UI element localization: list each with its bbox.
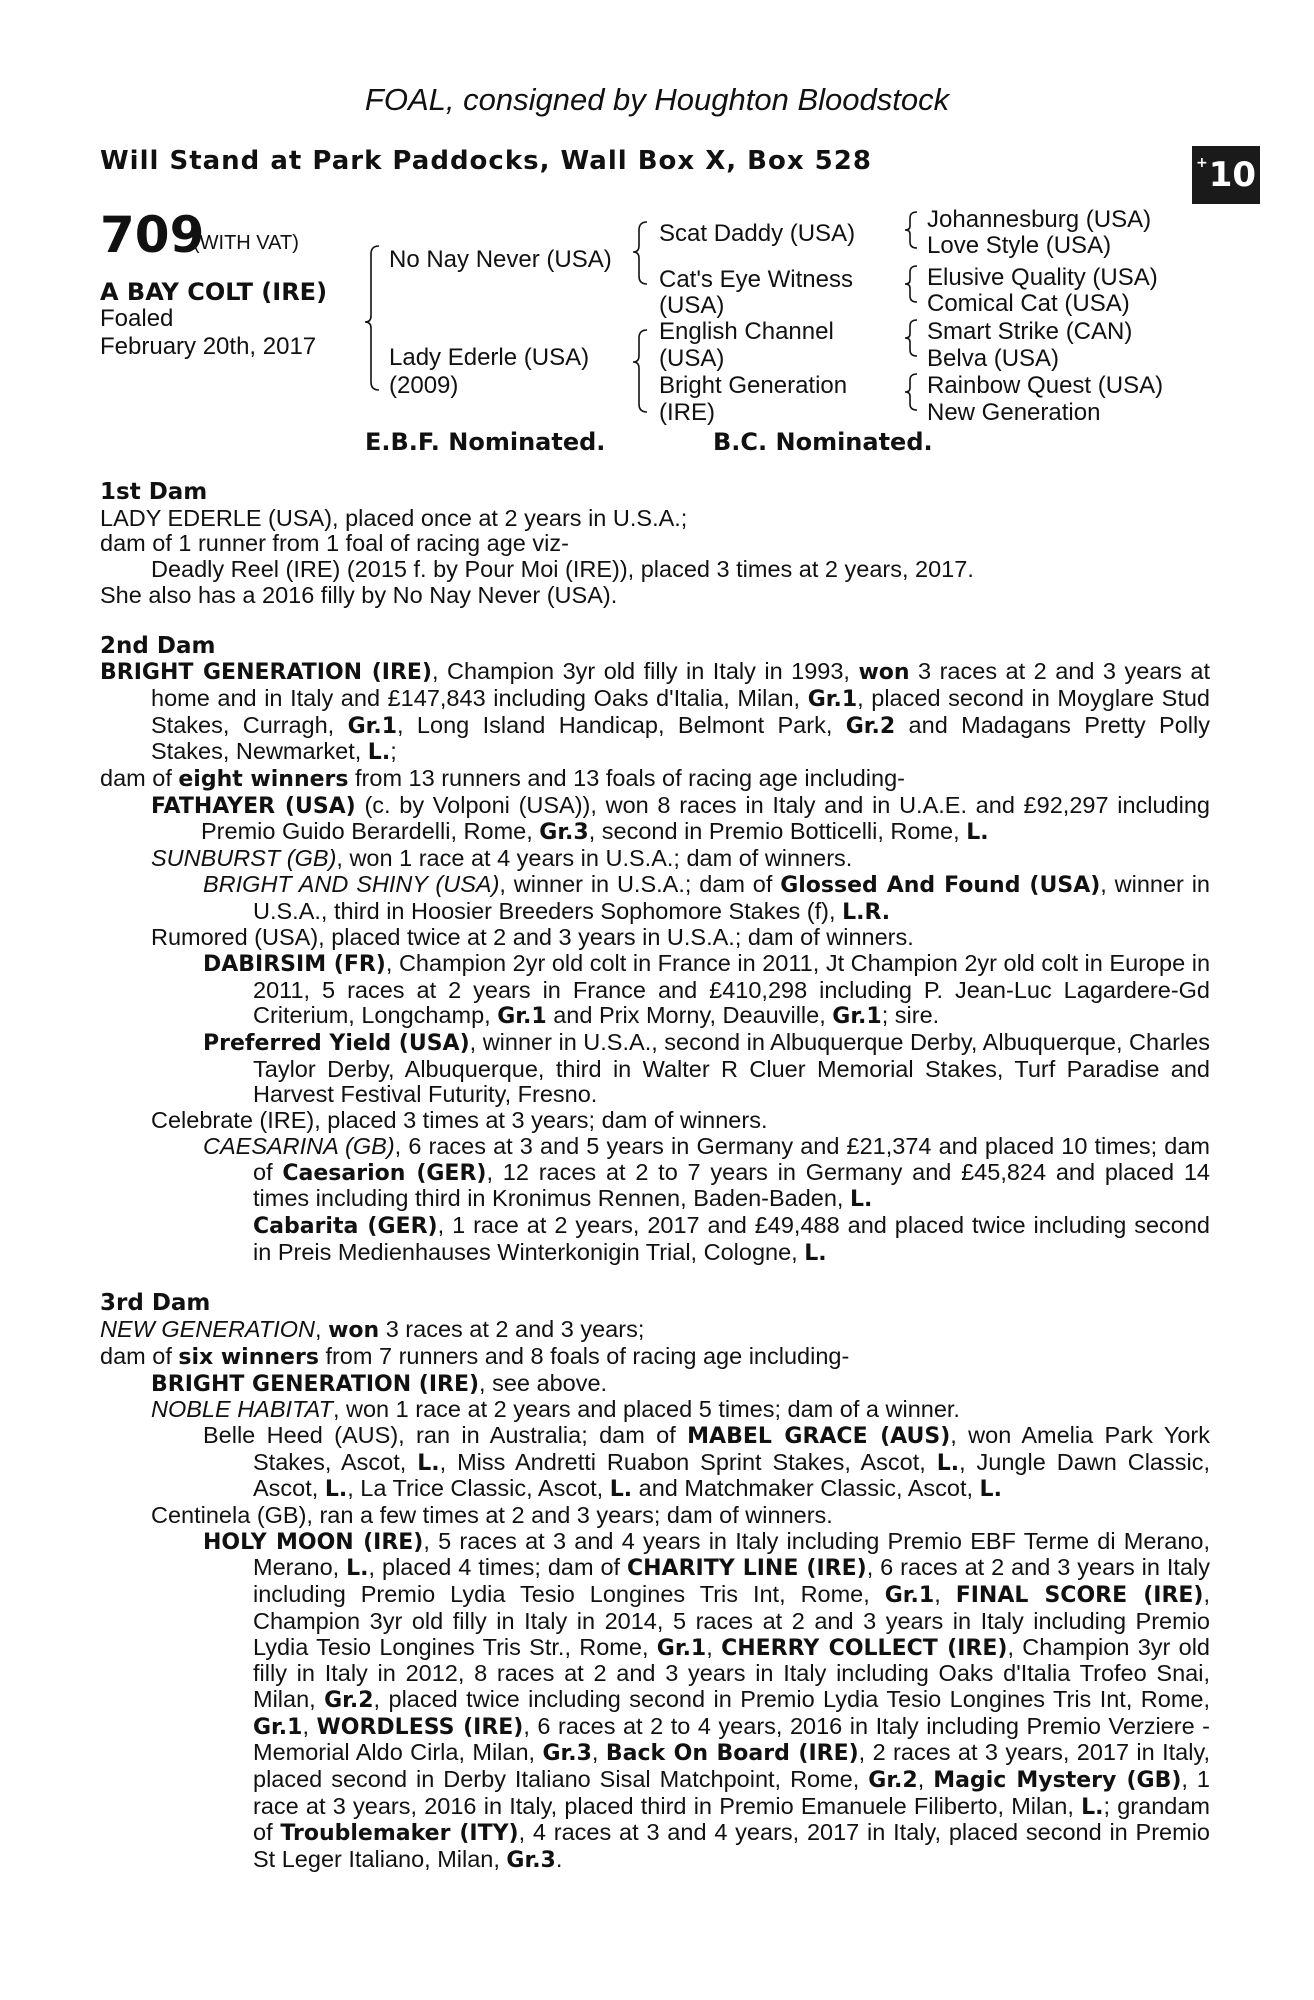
text: 3 races at 2 and 3 years; <box>379 1316 645 1343</box>
text: ; grandam of <box>253 1792 1210 1846</box>
first-dam-heading: 1st Dam <box>100 479 208 505</box>
horse-name: BRIGHT GENERATION (IRE) <box>151 1371 480 1397</box>
produce-caesarina <box>100 1134 1210 1267</box>
text: , winner in U.S.A., second in Albuquerque Derby, Albuquerque, Charles Taylor Derby, Albuquerque, third in Walter R Cluer Memorial Stakes, Turf Paradise and Harvest Festival Futurity, Fresno. <box>253 1029 1211 1108</box>
produce-noble-habitat <box>100 1397 1210 1423</box>
text: , Champion 2yr old colt in France in 2011, Jt Champion 2yr old colt in Europe in 2011, 5 races at 2 years in France and £410,298 including P. Jean-Luc Lagardere-Gd Criterium, Longchamp, <box>253 949 1211 1029</box>
produce-fathayer <box>100 793 1210 846</box>
lot-number: 709 <box>100 206 205 264</box>
badge-number: 10 <box>1208 155 1257 195</box>
won: won <box>858 660 910 686</box>
first-dam-note: She also has a 2016 filly by No Nay Never (USA). <box>100 581 618 608</box>
sds: Elusive Quality (USA) <box>927 264 1158 291</box>
text: , placed second in Moyglare Stud Stakes, Curragh, <box>151 684 1210 738</box>
text: , <box>302 1712 317 1739</box>
produce-celebrate: Celebrate (IRE), placed 3 times at 3 years; dam of winners. <box>151 1107 768 1134</box>
horse-name: Preferred Yield (USA) <box>203 1031 470 1057</box>
third-dam-entry <box>100 1317 1210 1344</box>
grade: L.R. <box>842 899 891 925</box>
grade: Gr.2 <box>324 1687 374 1713</box>
text: and Prix Morny, Deauville, <box>546 1002 833 1029</box>
grade: L. <box>1081 1794 1104 1820</box>
grade: Gr.1 <box>497 1004 547 1030</box>
text: , Jungle Dawn Classic, Ascot, <box>253 1448 1210 1502</box>
text: , winner in U.S.A.; dam of <box>499 870 781 897</box>
catalogue-body <box>100 480 1210 1874</box>
grade: L. <box>324 1477 348 1503</box>
horse-name: Caesarion (GER) <box>282 1160 487 1186</box>
text: , 1 race at 3 years, 2016 in Italy, placed third in Premio Emanuele Filiberto, Milan, <box>253 1766 1210 1819</box>
second-dam-produce-intro <box>100 766 1210 793</box>
grade: L. <box>804 1240 827 1266</box>
text: , <box>315 1316 329 1343</box>
produce-sunburst <box>100 846 1210 872</box>
text: , 1 race at 2 years, 2017 and £49,488 and placed twice including second in Preis Medienhauses Winterkonigin Trial, Cologne, <box>253 1211 1211 1265</box>
text: , 5 races at 3 and 4 years in Italy including Premio EBF Terme di Merano, Merano, <box>253 1527 1210 1581</box>
grade: Gr.2 <box>845 713 896 739</box>
grade: Gr.1 <box>832 1004 882 1030</box>
horse-name: DABIRSIM (FR) <box>203 951 386 977</box>
text: , 6 races at 2 and 3 years in Italy including Premio Lydia Tesio Longines Tris Int, Rome, <box>253 1554 1210 1608</box>
foaled-date: February 20th, 2017 <box>100 333 317 360</box>
text: , <box>934 1581 956 1608</box>
horse-name: FINAL SCORE (IRE) <box>955 1583 1204 1609</box>
text: , <box>917 1766 934 1793</box>
text: , 12 races at 2 to 7 years in Germany and £45,824 and placed 14 times including third in Kronimus Rennen, Baden-Baden, <box>253 1158 1210 1212</box>
horse-name: Back On Board (IRE) <box>605 1741 859 1767</box>
lot-name: A BAY COLT (IRE) <box>100 278 328 306</box>
grade: Gr.2 <box>868 1768 918 1794</box>
text: , placed twice including second in Premio Lydia Tesio Longines Tris Int, Rome, <box>373 1685 1210 1712</box>
grade: L. <box>979 1477 1002 1503</box>
grade: Gr.3 <box>539 820 589 846</box>
text: , Long Island Handicap, Belmont Park, <box>397 711 846 738</box>
badge-plus: + <box>1195 155 1208 171</box>
text: , <box>591 1739 606 1766</box>
grade: Gr.1 <box>807 686 858 712</box>
text: from 7 runners and 8 foals of racing age including- <box>318 1342 850 1369</box>
vat-label: (WITH VAT) <box>193 232 299 254</box>
produce-belle-heed <box>100 1423 1210 1503</box>
produce-rumored: Rumored (USA), placed twice at 2 and 3 years in U.S.A.; dam of winners. <box>151 924 914 951</box>
text: , 2 races at 3 years, 2017 in Italy, placed second in Derby Italiano Sisal Matchpoint, Rome, <box>253 1739 1211 1793</box>
grade: L. <box>417 1450 440 1476</box>
text: , <box>706 1633 722 1660</box>
second-dam-heading: 2nd Dam <box>100 632 216 659</box>
dss: Smart Strike (CAN) <box>927 318 1133 345</box>
text: and Matchmaker Classic, Ascot, <box>632 1475 980 1502</box>
winners-count: six winners <box>178 1344 319 1370</box>
dam-sire: English Channel <box>659 318 834 345</box>
horse-name: HOLY MOON (IRE) <box>203 1529 424 1555</box>
produce-preferred-yield <box>100 1030 1210 1108</box>
horse-name: SUNBURST (GB) <box>151 845 337 872</box>
horse-name: FATHAYER (USA) <box>151 793 356 819</box>
grade: Gr.3 <box>506 1848 556 1874</box>
horse-name: BRIGHT AND SHINY (USA) <box>203 870 500 897</box>
text: , placed 4 times; dam of <box>368 1554 627 1581</box>
text: and Madagans Pretty Polly Stakes, Newmarket, <box>151 711 1210 765</box>
sire-dam: Cat's Eye Witness <box>659 266 853 293</box>
third-dam-produce-intro <box>100 1344 1210 1371</box>
text: , 6 races at 3 and 5 years in Germany and £21,374 and placed 10 times; dam of <box>253 1132 1211 1185</box>
first-dam-produce: Deadly Reel (IRE) (2015 f. by Pour Moi (IRE)), placed 3 times at 2 years, 2017. <box>151 556 974 583</box>
horse-name: Magic Mystery (GB) <box>933 1768 1182 1794</box>
dam-year: (2009) <box>389 372 459 399</box>
produce-dabirsim <box>100 951 1210 1030</box>
page-title: FOAL, consigned by Houghton Bloodstock <box>364 82 950 117</box>
horse-name: CAESARINA (GB) <box>203 1132 395 1159</box>
text: , 6 races at 2 to 4 years, 2016 in Italy including Premio Verziere - Memorial Aldo Cirla, Milan, <box>253 1712 1211 1766</box>
second-dam-entry <box>100 659 1210 766</box>
grade: L. <box>367 740 391 766</box>
dam: Lady Ederle (USA) <box>389 344 590 371</box>
horse-name: Glossed And Found (USA) <box>780 872 1101 898</box>
produce-bright-and-shiny <box>100 872 1210 925</box>
sss: Johannesburg (USA) <box>927 206 1152 233</box>
horse-name: MABEL GRACE (AUS) <box>687 1423 951 1449</box>
produce-holy-moon <box>100 1529 1210 1874</box>
text: , Champion 3yr old filly in Italy in 1993, <box>431 658 859 685</box>
horse-name: Troublemaker (ITY) <box>280 1821 519 1847</box>
text: ; sire. <box>881 1002 940 1029</box>
text: , winner in U.S.A., third in Hoosier Breeders Sophomore Stakes (f), <box>253 870 1210 924</box>
dsd: Belva (USA) <box>927 345 1060 372</box>
sdd: Comical Cat (USA) <box>927 290 1130 317</box>
text: 3 races at 2 and 3 years at home and in Italy and £147,843 including Oaks d'Italia, Milan, <box>151 658 1211 711</box>
text: dam of <box>100 1342 179 1369</box>
text: , La Trice Classic, Ascot, <box>347 1475 610 1502</box>
first-dam-line: LADY EDERLE (USA), placed once at 2 years in U.S.A.; <box>100 504 688 531</box>
produce-bright-generation <box>100 1371 1210 1398</box>
text: . <box>555 1846 563 1873</box>
ebf-nominated: E.B.F. Nominated. <box>365 428 606 456</box>
text: , Champion 3yr old filly in Italy in 2012, 8 races at 2 and 3 years in Italy including Oaks d'Italia Trofeo Snai, Milan, <box>253 1633 1210 1712</box>
bc-nominated: B.C. Nominated. <box>713 428 933 456</box>
text: from 13 runners and 13 foals of racing age including- <box>348 765 905 792</box>
text: , won Amelia Park York Stakes, Ascot, <box>253 1421 1210 1475</box>
ddd: New Generation <box>927 399 1101 426</box>
dam-sire-country: (USA) <box>659 345 725 372</box>
winners-count: eight winners <box>178 767 349 793</box>
dam-dam-country: (IRE) <box>659 399 715 426</box>
first-dam-produce-intro: dam of 1 runner from 1 foal of racing age viz- <box>100 530 569 557</box>
sire-dam-country: (USA) <box>659 292 725 319</box>
won: won <box>328 1318 380 1344</box>
horse-name: NEW GENERATION <box>100 1316 315 1343</box>
grade: Gr.1 <box>884 1583 935 1609</box>
text: Belle Heed (AUS), ran in Australia; dam of <box>203 1421 688 1448</box>
grade: L. <box>609 1477 633 1503</box>
grade: L. <box>346 1556 369 1582</box>
text: (c. by Volponi (USA)), won 8 races in Italy and in U.A.E. and £92,297 including Premio Guido Berardelli, Rome, <box>201 791 1210 845</box>
grade: L. <box>966 820 989 846</box>
horse-name: BRIGHT GENERATION (IRE) <box>100 660 432 686</box>
horse-name: WORDLESS (IRE) <box>316 1714 524 1740</box>
grade: L. <box>849 1187 873 1213</box>
stand-location: Will Stand at Park Paddocks, Wall Box X, Box 528 <box>100 146 872 176</box>
grade: Gr.1 <box>253 1714 303 1740</box>
text: dam of <box>100 765 179 792</box>
text: , Miss Andretti Ruabon Sprint Stakes, Ascot, <box>439 1448 937 1475</box>
foaled-label: Foaled <box>100 305 174 332</box>
text: , second in Premio Botticelli, Rome, <box>588 818 967 845</box>
horse-name: CHERRY COLLECT (IRE) <box>721 1635 1008 1661</box>
text: ; <box>390 738 397 765</box>
produce-centinela: Centinela (GB), ran a few times at 2 and 3 years; dam of winners. <box>151 1502 833 1529</box>
horse-name: Cabarita (GER) <box>253 1213 438 1239</box>
horse-name: NOBLE HABITAT <box>151 1396 333 1423</box>
grade: Gr.1 <box>656 1635 707 1661</box>
grade: Gr.1 <box>347 713 398 739</box>
text: , Champion 3yr old filly in Italy in 2014, 5 races at 2 and 3 years in Italy including Premio Lydia Tesio Longines Tris Str., Rome, <box>253 1581 1210 1660</box>
third-dam-heading: 3rd Dam <box>100 1290 211 1317</box>
sire-sire: Scat Daddy (USA) <box>659 220 856 247</box>
text: , 4 races at 3 and 4 years, 2017 in Italy, placed second in Premio St Leger Italiano, Milan, <box>253 1819 1210 1873</box>
dds: Rainbow Quest (USA) <box>927 372 1164 399</box>
ssd: Love Style (USA) <box>927 232 1112 259</box>
horse-name: CHARITY LINE (IRE) <box>627 1556 867 1582</box>
grade: L. <box>936 1450 960 1476</box>
text: , see above. <box>479 1369 608 1396</box>
grade: Gr.3 <box>542 1741 592 1767</box>
text: , won 1 race at 2 years and placed 5 times; dam of a winner. <box>332 1396 960 1423</box>
sire: No Nay Never (USA) <box>389 246 612 273</box>
text: , won 1 race at 4 years in U.S.A.; dam of winners. <box>336 845 853 872</box>
dam-dam: Bright Generation <box>659 372 848 399</box>
